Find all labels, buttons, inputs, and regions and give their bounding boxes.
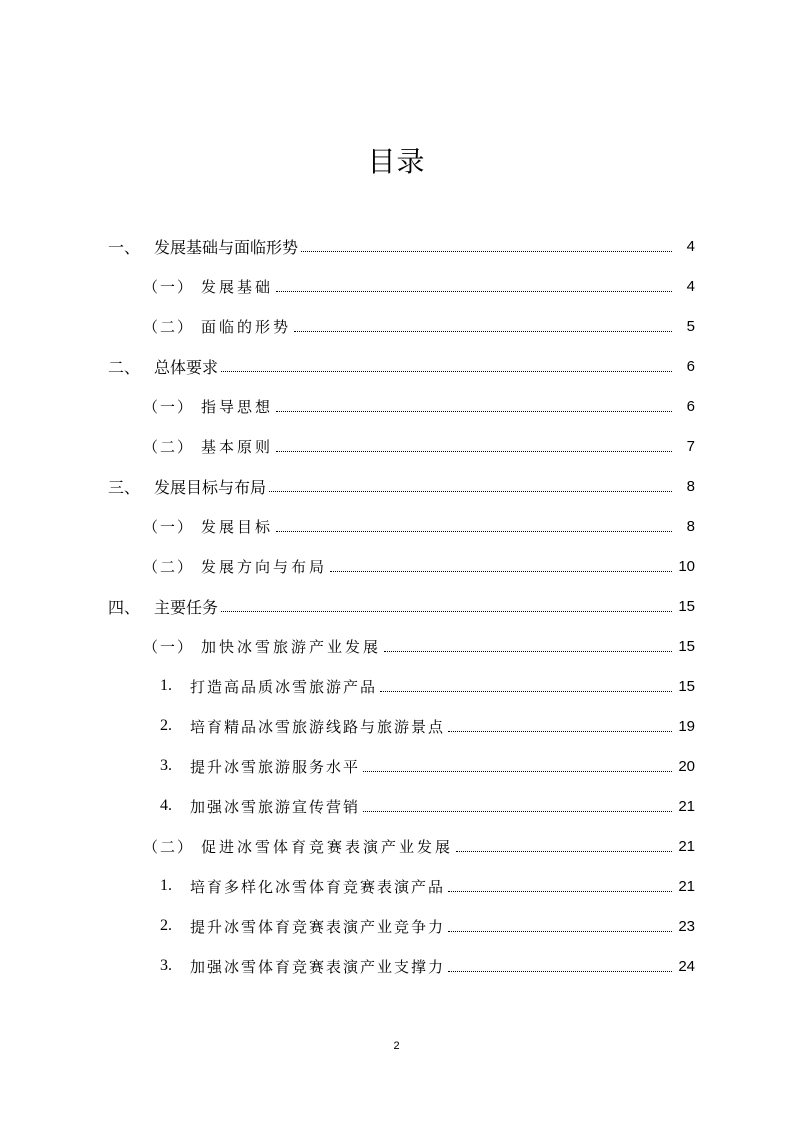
toc-entry-number: 3.: [160, 957, 172, 974]
dot-leader: [456, 850, 672, 852]
toc-entry[interactable]: [160, 666, 695, 706]
page-number: 2: [393, 1040, 400, 1052]
toc-entry-title: 面临的形势: [201, 317, 292, 336]
toc-entry-number: （二）: [143, 317, 195, 336]
dot-leader: [448, 970, 672, 972]
toc-entry-page: 4: [686, 237, 695, 255]
dot-leader: [448, 730, 672, 732]
toc-entry-number: 2.: [160, 917, 172, 934]
toc-entry[interactable]: [143, 546, 695, 586]
dot-leader: [363, 770, 672, 772]
toc-entry-title: 提升冰雪旅游服务水平: [190, 757, 361, 776]
toc-entry-number: 3.: [160, 757, 172, 774]
dot-leader: [276, 290, 672, 292]
dot-leader: [380, 690, 672, 692]
toc-entry-title: 发展目标与布局: [154, 477, 267, 497]
dot-leader: [269, 490, 672, 492]
toc-entry-page: 7: [686, 437, 695, 455]
toc-entry-number: （二）: [143, 837, 195, 856]
dot-leader: [221, 370, 672, 372]
toc-entry-number: （二）: [143, 557, 195, 576]
toc-entry[interactable]: [108, 466, 695, 506]
toc-entry-title: 加强冰雪体育竞赛表演产业支撑力: [190, 957, 446, 976]
toc-entry-title: 打造高品质冰雪旅游产品: [190, 677, 378, 696]
toc-entry-page: 21: [678, 797, 695, 815]
dot-leader: [448, 890, 672, 892]
toc-entry-number: （一）: [143, 637, 195, 656]
dot-leader: [294, 330, 672, 332]
toc-entry-number: 二、: [108, 357, 141, 377]
toc-entry-number: （一）: [143, 517, 195, 536]
toc-entry-number: 4.: [160, 797, 172, 814]
toc-entry-page: 19: [678, 717, 695, 735]
toc-entry[interactable]: [108, 346, 695, 386]
toc-entry[interactable]: [143, 386, 695, 426]
dot-leader: [276, 450, 672, 452]
toc-entry-title: 发展方向与布局: [201, 557, 328, 576]
toc-entry-number: （二）: [143, 437, 195, 456]
toc-entry[interactable]: [108, 586, 695, 626]
toc-entry-page: 24: [678, 957, 695, 975]
toc-entry-number: 四、: [108, 597, 141, 617]
toc-entry-title: 发展基础: [201, 277, 274, 296]
toc-entry-number: （一）: [143, 277, 195, 296]
toc-entry-number: 一、: [108, 237, 141, 257]
toc-entry[interactable]: [160, 786, 695, 826]
dot-leader: [276, 410, 672, 412]
toc-entry[interactable]: [108, 226, 695, 266]
toc-entry-title: 发展目标: [201, 517, 274, 536]
toc-entry-title: 总体要求: [154, 357, 219, 377]
toc-entry-title: 培育多样化冰雪体育竞赛表演产品: [190, 877, 446, 896]
toc-entry-title: 发展基础与面临形势: [154, 237, 299, 257]
toc-entry-page: 8: [686, 477, 695, 495]
toc-entry[interactable]: [160, 946, 695, 986]
dot-leader: [301, 250, 672, 252]
dot-leader: [221, 610, 672, 612]
toc-entry-title: 主要任务: [154, 597, 219, 617]
toc-entry[interactable]: [143, 266, 695, 306]
dot-leader: [448, 930, 672, 932]
toc-entry-page: 10: [678, 557, 695, 575]
toc-entry-title: 促进冰雪体育竞赛表演产业发展: [201, 837, 454, 856]
toc-entry-number: 1.: [160, 677, 172, 694]
toc-entry-number: 2.: [160, 717, 172, 734]
toc-entry-page: 6: [686, 397, 695, 415]
toc-entry[interactable]: [160, 866, 695, 906]
toc-entry-page: 21: [678, 877, 695, 895]
dot-leader: [276, 530, 672, 532]
toc-entry-title: 基本原则: [201, 437, 274, 456]
toc-entry-page: 4: [686, 277, 695, 295]
toc-entry-page: 20: [678, 757, 695, 775]
toc-entry-title: 提升冰雪体育竞赛表演产业竞争力: [190, 917, 446, 936]
toc-entry[interactable]: [143, 626, 695, 666]
toc-entry[interactable]: [160, 906, 695, 946]
toc-entry-number: 三、: [108, 477, 141, 497]
toc-entry[interactable]: [160, 746, 695, 786]
toc-entry-page: 15: [678, 597, 695, 615]
toc-entry[interactable]: [143, 426, 695, 466]
toc-entry-page: 15: [678, 677, 695, 695]
toc-entry[interactable]: [143, 826, 695, 866]
toc-entry-number: 1.: [160, 877, 172, 894]
dot-leader: [363, 810, 672, 812]
toc-entry[interactable]: [143, 506, 695, 546]
toc-entry-page: 5: [686, 317, 695, 335]
toc-entry[interactable]: [160, 706, 695, 746]
toc-entry-page: 21: [678, 837, 695, 855]
toc-entry-page: 15: [678, 637, 695, 655]
dot-leader: [384, 650, 672, 652]
toc-entry-page: 6: [686, 357, 695, 375]
dot-leader: [330, 570, 672, 572]
toc-entry-title: 培育精品冰雪旅游线路与旅游景点: [190, 717, 446, 736]
page-title: 目录: [367, 145, 426, 178]
toc-entry-title: 加强冰雪旅游宣传营销: [190, 797, 361, 816]
toc-entry[interactable]: [143, 306, 695, 346]
toc-entry-title: 加快冰雪旅游产业发展: [201, 637, 382, 656]
toc-entry-title: 指导思想: [201, 397, 274, 416]
toc-entry-page: 8: [686, 517, 695, 535]
toc-entry-page: 23: [678, 917, 695, 935]
toc-entry-number: （一）: [143, 397, 195, 416]
